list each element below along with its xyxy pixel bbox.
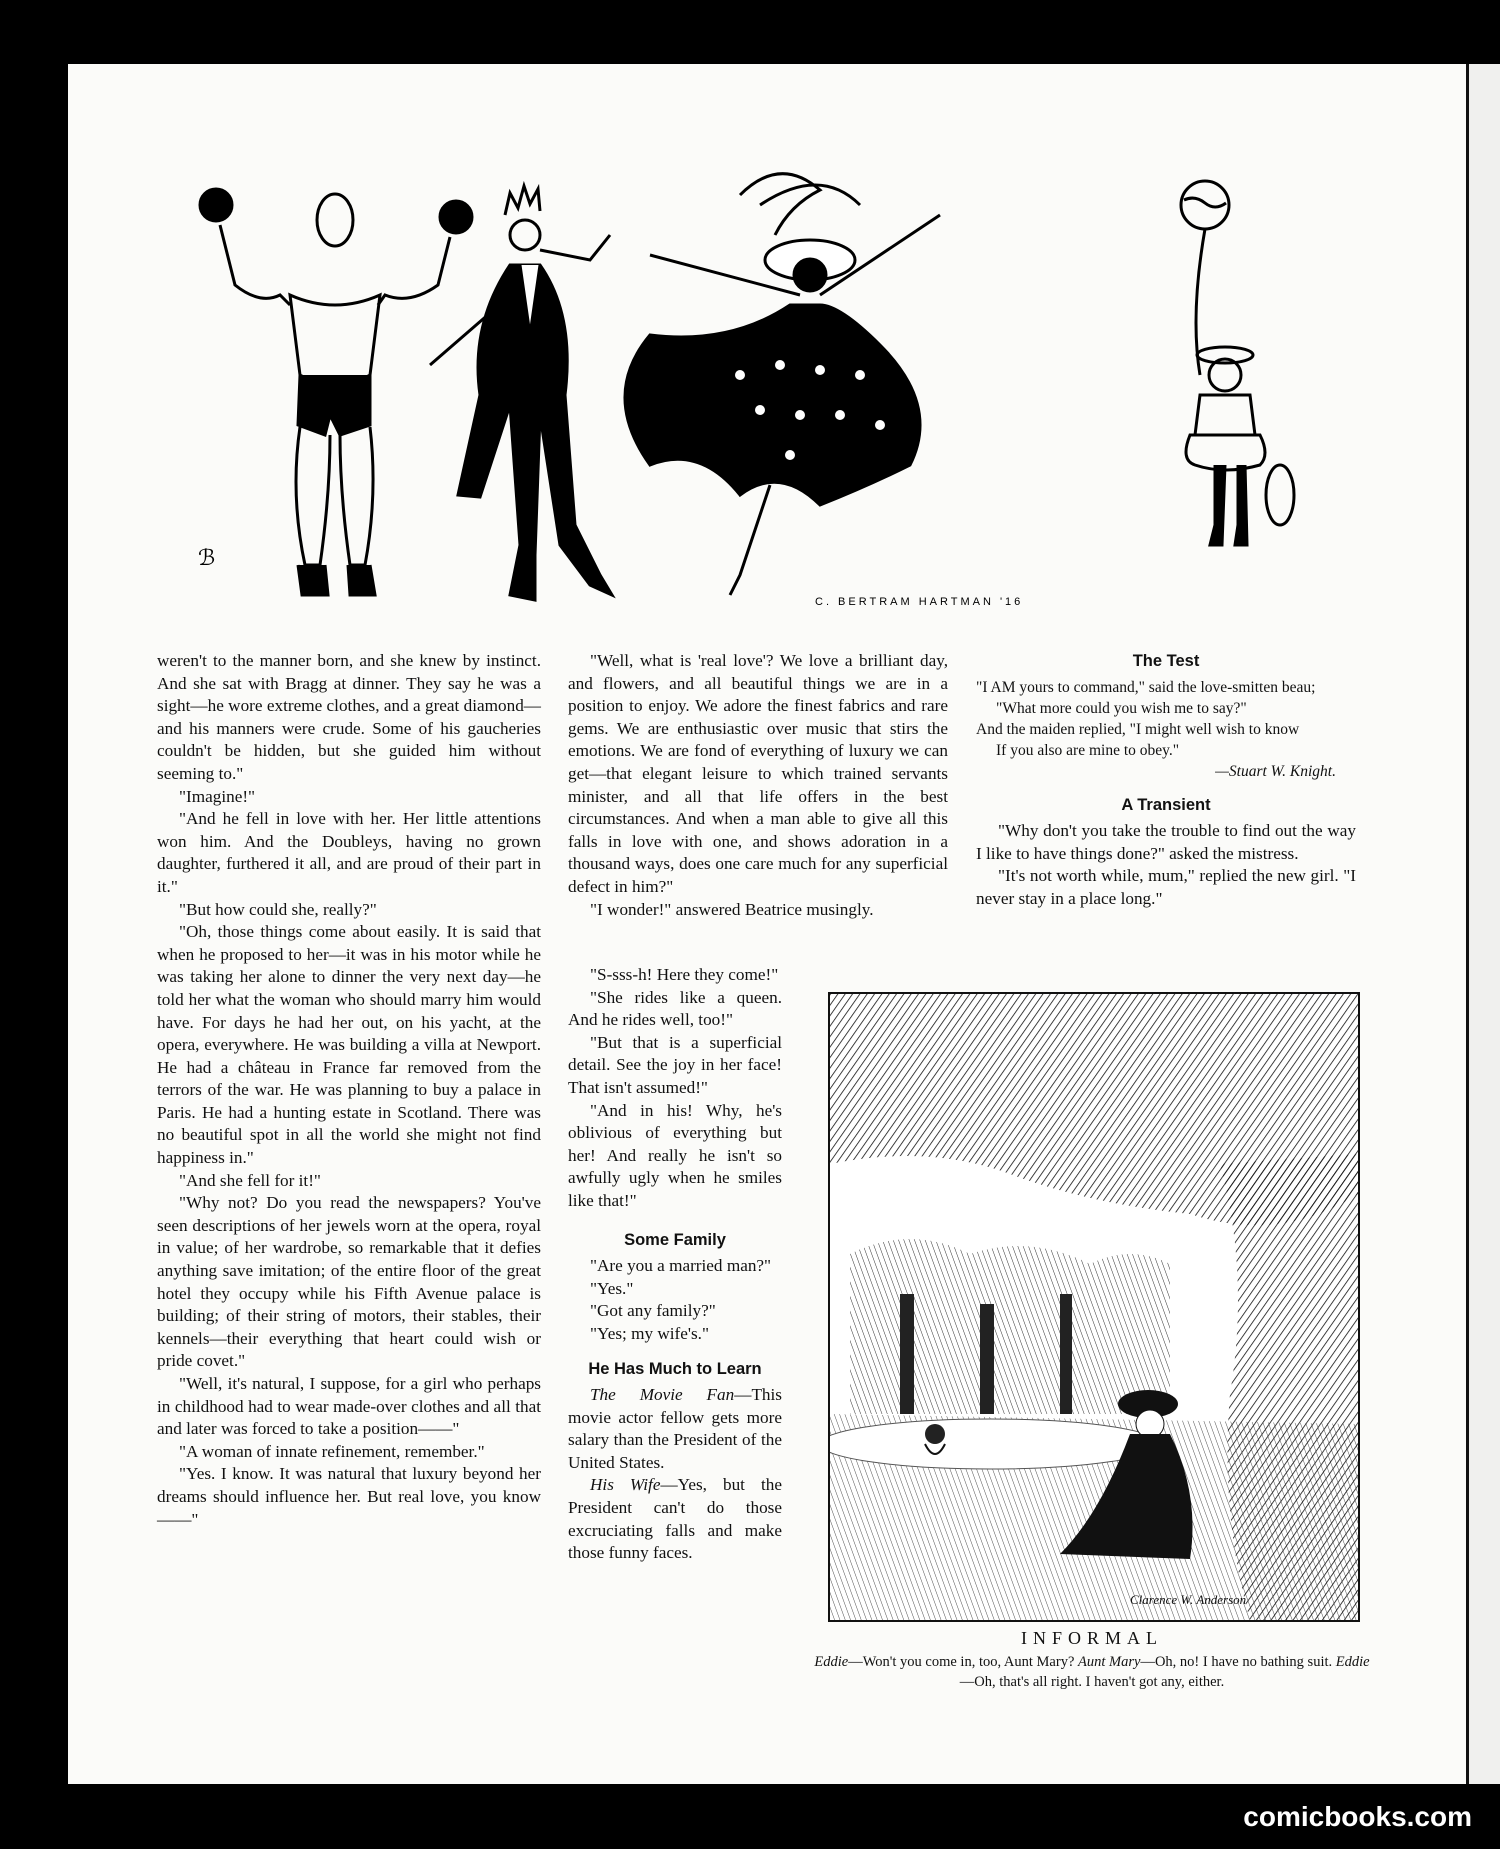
poem-line: And the maiden replied, "I might well wish to know	[976, 720, 1300, 738]
girl-with-balloon-figure	[1181, 181, 1294, 545]
speaker: Eddie	[1335, 1654, 1370, 1670]
section-heading-a-transient: A Transient	[1121, 795, 1211, 814]
paragraph: "And he fell in love with her. Her little attentions won him. And the Doubleys, having no grown daughter, furthered it all, and are proud of their part in it."	[157, 809, 541, 896]
paragraph: "Imagine!"	[179, 786, 256, 806]
paragraph: "S-sss-h! Here they come!"	[590, 965, 779, 984]
top-illustration	[180, 165, 1350, 615]
cartoon-title: INFORMAL	[1020, 1628, 1163, 1648]
line-text: —This movie actor fellow gets more salary than the President of the United States.	[568, 1385, 782, 1472]
cartoon-drawing	[830, 994, 1358, 1620]
poem-author: —Stuart W. Knight.	[1215, 762, 1336, 780]
paragraph: "And in his! Why, he's oblivious of everything but her! And really he isn't so awfully ugly when he smiles like that!"	[568, 1100, 782, 1210]
section-heading-learn: He Has Much to Learn	[588, 1359, 762, 1378]
dialogue-line	[568, 1474, 782, 1564]
paragraph: "Oh, those things come about easily. It is said that when he proposed to her—it was in his motor while he was taking her alone to dinner the very next day—he told her what the woman who should marry him would have. For days he had her out, on his yacht, at the opera, everywhere. He was building a villa at Newport. He had a château in France far removed from the terrors of the war. He was planning to buy a palace in Paris. He had a hunting estate in Scotland. There was no beautiful spot in all the world she might not find happiness in."	[157, 922, 541, 1168]
column-2	[568, 650, 948, 921]
artist-signature: C. BERTRAM HARTMAN '16	[815, 596, 1024, 608]
section-heading-the-test: The Test	[1132, 652, 1200, 670]
cartoon-caption	[812, 1652, 1372, 1692]
cartoon-illustration	[828, 992, 1360, 1622]
paragraph: "Why don't you take the trouble to find out the way I like to have things done?" asked the mistress.	[976, 821, 1356, 863]
violinist-figure	[430, 186, 612, 600]
site-watermark: comicbooks.com	[1243, 1801, 1472, 1832]
dialogue-line: "Yes; my wife's."	[590, 1323, 709, 1343]
paragraph: "She rides like a queen. And he rides well, too!"	[568, 987, 782, 1030]
speaker: The Movie Fan	[590, 1385, 735, 1405]
paragraph: "But that is a superficial detail. See the joy in her face! That isn't assumed!"	[568, 1032, 782, 1097]
paragraph: "I wonder!" answered Beatrice musingly.	[590, 899, 874, 919]
dancer-figure	[625, 174, 940, 595]
poem-line: "What more could you wish me to say?"	[996, 699, 1247, 717]
facing-page-edge	[1466, 64, 1500, 1784]
column-1	[157, 650, 541, 1531]
dialogue-line: "Got any family?"	[590, 1301, 716, 1321]
poem-line: If you also are mine to obey."	[996, 741, 1180, 759]
poem-line: "I AM yours to command," said the love-smitten beau;	[976, 678, 1316, 696]
svg-text:ℬ: ℬ	[198, 545, 216, 570]
column-2-narrow	[568, 964, 782, 1565]
dialogue-line: "Are you a married man?"	[590, 1256, 772, 1276]
paragraph: weren't to the manner born, and she knew by instinct. And she sat with Bragg at dinner. They say he was a sight—he wore extreme clothes, and a great diamond—and his manners were crude. Some of his gaucheries couldn't be hidden, but she guided him without seeming to."	[157, 651, 541, 783]
paragraph: "Why not? Do you read the newspapers? You've seen descriptions of her jewels worn at the opera, royal in value; of her wardrobe, so remarkable that it defies anything save imitation; of the entire floor of the great hotel they occupy while his Fifth Avenue palace is building; of their string of motors, their stables, their kennels—their everything that heart could wish or pride covet."	[157, 1193, 541, 1371]
speaker: Eddie	[814, 1654, 849, 1670]
strongman-figure	[198, 189, 472, 595]
section-heading-some-family: Some Family	[624, 1230, 726, 1249]
paragraph: "It's not worth while, mum," replied the new girl. "I never stay in a place long."	[976, 866, 1356, 908]
caption-text: —Won't you come in, too, Aunt Mary?	[848, 1654, 1075, 1670]
cartoonist-signature: Clarence W. Anderson	[1130, 1592, 1247, 1607]
speaker: Aunt Mary	[1078, 1654, 1141, 1670]
dialogue-line	[568, 1384, 782, 1474]
line-text: —Yes, but the President can't do those excruciating falls and make those funny faces.	[568, 1475, 782, 1563]
caption-text: —Oh, that's all right. I haven't got any, either.	[959, 1674, 1225, 1690]
paragraph: "Yes. I know. It was natural that luxury beyond her dreams should influence her. But real love, you know——"	[157, 1464, 541, 1529]
dialogue-line: "Yes."	[590, 1278, 634, 1298]
paragraph: "A woman of innate refinement, remember."	[179, 1441, 485, 1461]
caption-text: —Oh, no! I have no bathing suit.	[1140, 1654, 1333, 1670]
column-3	[976, 650, 1356, 911]
paragraph: "But how could she, really?"	[179, 899, 377, 919]
speaker: His Wife	[590, 1475, 661, 1495]
paragraph: "Well, it's natural, I suppose, for a girl who perhaps in childhood had to wear made-over clothes and all that and later was forced to take a position——"	[157, 1374, 541, 1439]
paragraph: "And she fell for it!"	[179, 1170, 321, 1190]
paragraph: "Well, what is 'real love'? We love a brilliant day, and flowers, and all beautiful things we are in a position to enjoy. We adore the finest fabrics and rare gems. We are enthusiastic over music that stirs the emotions. We are fond of everything of luxury we can get—that elegant leisure to which trained servants minister, and all that life offers in the best circumstances. And when a man able to give all this falls in love with one, and shows adoration in a thousand ways, does one care much for any superficial defect in him?"	[568, 651, 948, 896]
poem	[976, 677, 1356, 782]
